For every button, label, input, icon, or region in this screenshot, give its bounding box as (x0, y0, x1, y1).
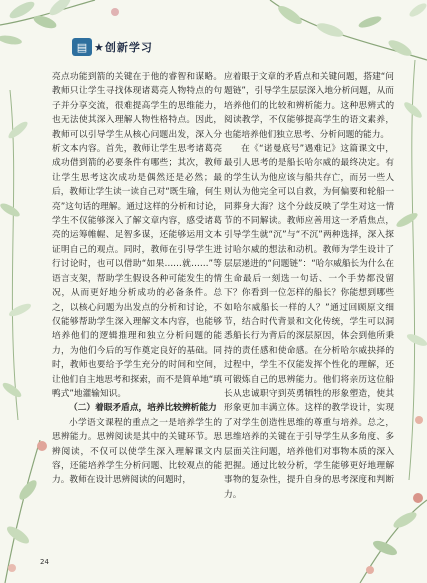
paragraph: 在《“诺曼底号”遇难记》这篇课文中，最引人思考的是船长哈尔威的最终决定。有的学生认为他应该与船共存亡，而另一些人则认为他完全可以自救，为何偏要和轮船一同葬身大海？这个分歧反映了学生对这一情节的不同解读。教师应善用这一矛盾焦点，引导学生就“沉”与“不沉”两种选择，深入探讨哈尔威的想法和动机。教师为学生设计了层层递进的“问题链”：“哈尔威船长为什么在生命最后一刻选一句话、一个手势都没留下？你看到一位怎样的船长？你能想到哪些如哈尔威船长一样的人？”通过回顾原文细节，结合时代背景和文化传统，学生可以洞悉船长行为背后的深层原因，体会到他所秉持的责任感和使命感。在分析哈尔威抉择的过程中，学生不仅能发挥个性化的理解，还可锻炼自己的思辨能力。他们将亲历这位船长从忠诚职守到英勇牺牲的形象塑造，使其形象更加丰满立体。这样的教学设计，实现了对学生创造性思维的尊重与培养。总之，思维培养的关键在于引导学生从多角度、多层面关注问题，培养他们对事物本质的深入把握。通过比较分析，学生能够更好地理解事物的复杂性，提升自身的思考深度和判断力。 (224, 144, 394, 500)
left-column (52, 70, 222, 488)
section-header (72, 38, 153, 56)
paragraph: 亮点功能到箭的关键在于他的睿智和谋略。教师只让学生寻找体现诸葛亮人物特点的句子并分享交流，很难提高学生的思维能力，也无法使其深入理解人物性格特点。因此，教师可以引导学生从核心问题出发，深入分析文本内容。首先，教师让学生思考诸葛亮成功借到箭的必要条件有哪些；其次，教师让学生思考这次成功是偶然还是必然；最后，教师让学生读一读自己对“既生瑜，何生亮”这句话的理解。通过这样的分析和讨论，学生不仅能够深入了解文章内容，感受诸葛亮的运筹帷幄、足智多谋，还能够运用文本证明自己的观点。同时，教师在引导学生进行讨论时，也可以借助“如果……就……”等语言支架，帮助学生假设各种可能发生的情况，从而更好地分析成功的必备条件。总之，以核心问题为出发点的分析和讨论，不仅能够帮助学生深入理解文本内容，也能够培养他们的逻辑推理和独立分析问题的能力，为他们今后的写作奠定良好的基础。同时，教师也要给予学生充分的时间和空间，让他们自主地思考和探索，而不是简单地“填鸭式”地灌输知识。 (52, 72, 222, 399)
section-label: ★创新学习 (94, 41, 153, 54)
flower-decoration-bottom-left (0, 440, 60, 583)
right-column (224, 70, 394, 502)
leaf-decoration-left-edge (0, 90, 50, 420)
section-heading: （二）着眼矛盾点，培养比较辨析能力 (69, 403, 217, 414)
paragraph: 小学语文课程的重点之一是培养学生的思辨能力。思辨阅读是其中的关键环节。思辨阅读，不仅可以使学生深入理解课文内容，还能培养学生分析问题、比较观点的能力。教师在设计思辨阅读的问题时， (52, 417, 222, 486)
paragraph: 应着眼于文章的矛盾点和关键问题，搭建“问题链”，引导学生层层深入地分析问题，从而培养他们的比较和辨析能力。这种思辨式的阅读教学，不仅能够提高学生的语文素养，也能培养他们独立思考、分析问题的能力。 (224, 72, 394, 140)
book-icon: ▤ (72, 38, 92, 56)
page-number: 24 (40, 558, 49, 566)
branch-decoration-right-edge (395, 60, 427, 480)
